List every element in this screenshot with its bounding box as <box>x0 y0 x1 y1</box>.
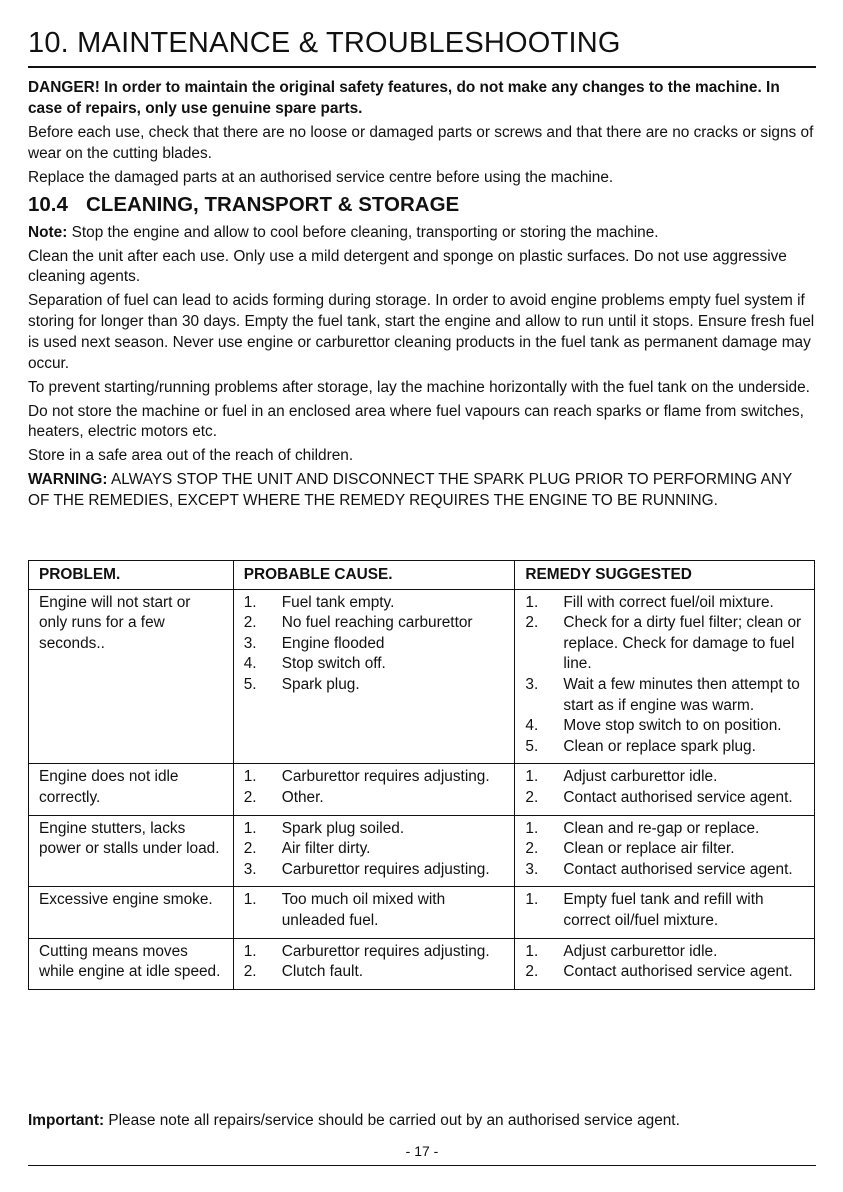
table-row <box>29 887 815 938</box>
cause-item <box>244 613 505 634</box>
warning-paragraph <box>28 470 816 512</box>
note-text: Stop the engine and allow to cool before cleaning, transporting or storing the machine. <box>67 223 659 241</box>
table-row <box>29 938 815 989</box>
footer-divider <box>28 1165 816 1166</box>
remedy-list <box>525 942 804 983</box>
remedy-text: Empty fuel tank and refill with correct oil/fuel mixture. <box>563 891 764 929</box>
important-note <box>28 1111 816 1131</box>
warning-text: ALWAYS STOP THE UNIT AND DISCONNECT THE SPARK PLUG PRIOR TO PERFORMING ANY OF THE REMEDIES, EXCEPT WHERE THE REMEDY REQUIRES THE ENGINE TO BE RUNNING. <box>28 471 792 510</box>
remedy-cell <box>515 938 815 989</box>
remedy-item <box>525 767 804 788</box>
remedy-text: Move stop switch to on position. <box>563 717 782 735</box>
remedy-number: 2. <box>525 788 539 806</box>
cause-number: 2. <box>243 840 257 858</box>
remedy-item <box>525 788 804 809</box>
remedy-number: 1. <box>525 819 539 837</box>
remedy-item <box>525 890 804 931</box>
cause-item <box>244 942 505 963</box>
remedy-number: 1. <box>525 942 539 960</box>
cause-text: No fuel reaching carburettor <box>281 614 473 632</box>
cause-item <box>244 593 505 614</box>
body-text <box>28 78 816 515</box>
cause-item <box>244 654 505 675</box>
cause-item <box>244 634 505 655</box>
remedy-list <box>525 890 804 931</box>
remedy-list <box>525 593 804 758</box>
danger-label: DANGER! <box>28 79 100 96</box>
cause-text: Carburettor requires adjusting. <box>281 768 490 786</box>
remedy-item <box>525 613 804 675</box>
remedy-item <box>525 675 804 716</box>
remedy-text: Contact authorised service agent. <box>563 963 793 981</box>
cause-number: 2. <box>243 788 257 806</box>
remedy-item <box>525 593 804 614</box>
remedy-text: Fill with correct fuel/oil mixture. <box>563 593 774 611</box>
remedy-number: 3. <box>525 860 539 878</box>
cause-text: Spark plug. <box>281 675 360 693</box>
cause-number: 1. <box>243 942 257 960</box>
section-title: CLEANING, TRANSPORT & STORAGE <box>86 192 460 216</box>
danger-text: In order to maintain the original safety features, do not make any changes to the machine. In case of repairs, only use genuine spare parts. <box>28 79 780 117</box>
remedy-text: Adjust carburettor idle. <box>563 768 718 786</box>
cause-number: 2. <box>243 614 257 632</box>
cause-number: 3. <box>243 634 257 652</box>
cause-list <box>244 819 505 881</box>
problem-cell: Cutting means moves while engine at idle speed. <box>29 938 234 989</box>
title-divider <box>28 66 816 68</box>
remedy-item <box>525 716 804 737</box>
remedy-number: 5. <box>525 737 539 755</box>
cause-cell <box>233 938 515 989</box>
cause-item <box>244 767 505 788</box>
cause-item <box>244 788 505 809</box>
cause-item <box>244 962 505 983</box>
problem-cell: Engine stutters, lacks power or stalls under load. <box>29 815 234 887</box>
header-problem: PROBLEM. <box>29 561 234 590</box>
cause-number: 1. <box>243 819 257 837</box>
remedy-number: 1. <box>525 891 539 909</box>
cause-number: 4. <box>243 655 257 673</box>
inspection-paragraph: Before each use, check that there are no loose or damaged parts or screws and that there are no cracks or signs of wear on the cutting blades. <box>28 123 814 162</box>
note-paragraph <box>28 223 816 244</box>
cause-number: 1. <box>243 891 257 909</box>
page-number: - 17 - <box>405 1143 439 1159</box>
remedy-number: 2. <box>525 963 539 981</box>
problem-cell: Engine will not start or only runs for a few seconds.. <box>29 589 234 764</box>
table-header-row <box>29 561 815 590</box>
cause-cell <box>233 589 515 764</box>
remedy-cell <box>515 589 815 764</box>
cause-text: Air filter dirty. <box>281 840 371 858</box>
cause-text: Carburettor requires adjusting. <box>281 860 490 878</box>
remedy-item <box>525 819 804 840</box>
table-row <box>29 589 815 764</box>
cleaning-paragraph: Clean the unit after each use. Only use a mild detergent and sponge on plastic surfaces. Do not use aggressive cleaning agents. <box>28 247 787 286</box>
important-label: Important: <box>28 1112 105 1129</box>
cause-item <box>244 860 505 881</box>
remedy-cell <box>515 815 815 887</box>
remedy-text: Clean and re-gap or replace. <box>563 819 760 837</box>
danger-paragraph <box>28 78 816 120</box>
cause-item <box>244 839 505 860</box>
cause-text: Fuel tank empty. <box>281 593 395 611</box>
remedy-number: 2. <box>525 614 539 632</box>
note-label: Note: <box>28 223 68 241</box>
header-remedy: REMEDY SUGGESTED <box>515 561 815 590</box>
warning-label: WARNING: <box>28 471 108 489</box>
cause-cell <box>233 887 515 938</box>
section-heading <box>28 192 816 218</box>
important-text: Please note all repairs/service should be carried out by an authorised service agent. <box>104 1112 680 1129</box>
cause-number: 5. <box>243 675 257 693</box>
remedy-cell <box>515 887 815 938</box>
remedy-text: Adjust carburettor idle. <box>563 942 718 960</box>
remedy-number: 4. <box>525 717 539 735</box>
troubleshooting-table <box>28 560 815 990</box>
children-paragraph: Store in a safe area out of the reach of children. <box>28 447 354 465</box>
remedy-text: Contact authorised service agent. <box>563 860 793 878</box>
remedy-number: 1. <box>525 768 539 786</box>
header-cause: PROBABLE CAUSE. <box>233 561 515 590</box>
problem-cell: Engine does not idle correctly. <box>29 764 234 815</box>
remedy-text: Clean or replace air filter. <box>563 840 735 858</box>
cause-text: Too much oil mixed with unleaded fuel. <box>281 891 446 929</box>
cause-text: Stop switch off. <box>281 655 386 673</box>
cause-text: Clutch fault. <box>281 963 364 981</box>
remedy-item <box>525 962 804 983</box>
remedy-cell <box>515 764 815 815</box>
remedy-text: Check for a dirty fuel filter; clean or replace. Check for damage to fuel line. <box>563 614 802 673</box>
cause-number: 3. <box>243 860 257 878</box>
storage-position-paragraph: To prevent starting/running problems after storage, lay the machine horizontally with the fuel tank on the underside. <box>28 378 810 396</box>
problem-cell: Excessive engine smoke. <box>29 887 234 938</box>
remedy-item <box>525 839 804 860</box>
cause-cell <box>233 815 515 887</box>
cause-text: Engine flooded <box>281 634 385 652</box>
cause-item <box>244 890 505 931</box>
remedy-text: Contact authorised service agent. <box>563 788 793 806</box>
table-row <box>29 764 815 815</box>
fuel-paragraph: Separation of fuel can lead to acids forming during storage. In order to avoid engine problems empty fuel system if storing for longer than 30 days. Empty the fuel tank, start the engine and allow to run until it stops. Ensure fresh fuel is used next season. Never use engine or carburettor cleaning products in the fuel tank as permanent damage may occur. <box>28 292 815 372</box>
section-number: 10.4 <box>28 192 68 216</box>
table-row <box>29 815 815 887</box>
remedy-list <box>525 767 804 808</box>
cause-number: 1. <box>243 593 257 611</box>
cause-cell <box>233 764 515 815</box>
remedy-text: Wait a few minutes then attempt to start as if engine was warm. <box>563 675 800 714</box>
replacement-paragraph: Replace the damaged parts at an authorised service centre before using the machine. <box>28 168 614 186</box>
remedy-item <box>525 737 804 758</box>
remedy-number: 1. <box>525 593 539 611</box>
storage-location-paragraph: Do not store the machine or fuel in an enclosed area where fuel vapours can reach sparks or flame from switches, heaters, electric motors etc. <box>28 402 804 441</box>
remedy-number: 3. <box>525 675 539 693</box>
cause-list <box>244 767 505 808</box>
cause-text: Spark plug soiled. <box>281 819 405 837</box>
page-title: 10. MAINTENANCE & TROUBLESHOOTING <box>28 27 621 59</box>
cause-text: Other. <box>281 788 324 806</box>
remedy-list <box>525 819 804 881</box>
cause-list <box>244 890 505 931</box>
cause-list <box>244 942 505 983</box>
cause-item <box>244 819 505 840</box>
remedy-number: 2. <box>525 840 539 858</box>
cause-text: Carburettor requires adjusting. <box>281 942 490 960</box>
cause-item <box>244 675 505 696</box>
remedy-item <box>525 942 804 963</box>
cause-list <box>244 593 505 696</box>
cause-number: 1. <box>243 768 257 786</box>
remedy-text: Clean or replace spark plug. <box>563 737 756 755</box>
remedy-item <box>525 860 804 881</box>
cause-number: 2. <box>243 963 257 981</box>
